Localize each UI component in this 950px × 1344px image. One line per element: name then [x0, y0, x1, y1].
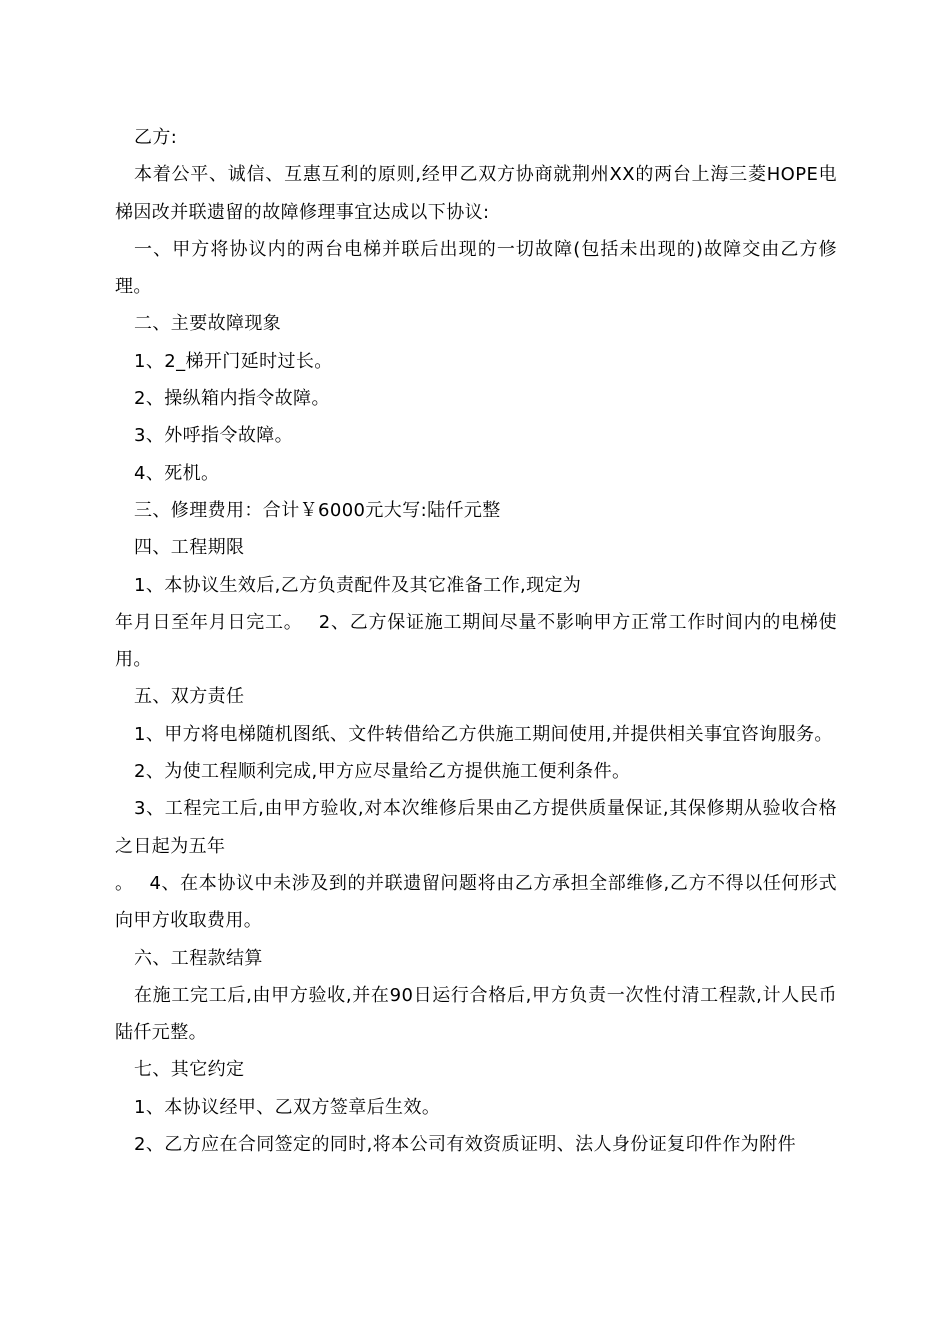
paragraph-settlement: 在施工完工后,由甲方验收,并在90日运行合格后,甲方负责一次性付清工程款,计人民币陆仟元整。 [115, 984, 837, 1044]
list-item-responsibility-1: 1、甲方将电梯随机图纸、文件转借给乙方供施工期间使用,并提供相关事宜咨询服务。 [134, 723, 833, 745]
list-item-responsibility-4: 。 4、在本协议中未涉及到的并联遗留问题将由乙方承担全部维修,乙方不得以任何形式向甲方收取费用。 [115, 872, 837, 932]
list-item-other-1: 1、本协议经甲、乙双方签章后生效。 [134, 1096, 441, 1118]
list-item-fault-2: 2、操纵箱内指令故障。 [134, 388, 330, 410]
heading-project-period: 四、工程期限 [134, 537, 245, 559]
heading-settlement: 六、工程款结算 [134, 947, 263, 969]
heading-main-faults: 二、主要故障现象 [134, 313, 282, 335]
list-item-period-2: 年月日至年月日完工。 2、乙方保证施工期间尽量不影响甲方正常工作时间内的电梯使用。 [115, 611, 837, 671]
document-body [115, 119, 837, 1163]
heading-other-terms: 七、其它约定 [134, 1059, 245, 1081]
paragraph-repair-cost: 三、修理费用：合计￥6000元大写:陆仟元整 [134, 499, 501, 521]
list-item-fault-4: 4、死机。 [134, 462, 220, 484]
list-item-responsibility-3: 3、工程完工后,由甲方验收,对本次维修后果由乙方提供质量保证,其保修期从验收合格之日起为五年 [115, 798, 837, 857]
paragraph-preamble: 本着公平、诚信、互惠互利的原则,经甲乙双方协商就荆州XX的两台上海三菱HOPE电梯因改并联遗留的故障修理事宜达成以下协议: [115, 164, 837, 223]
list-item-fault-3: 3、外呼指令故障。 [134, 425, 294, 447]
list-item-other-2: 2、乙方应在合同签定的同时,将本公司有效资质证明、法人身份证复印件作为附件 [134, 1134, 796, 1156]
paragraph-party-b: 乙方: [134, 127, 178, 148]
list-item-period-1: 1、本协议生效后,乙方负责配件及其它准备工作,现定为 [134, 574, 582, 596]
paragraph-clause-1: 一、甲方将协议内的两台电梯并联后出现的一切故障(包括未出现的)故障交由乙方修理。 [115, 238, 837, 298]
heading-responsibilities: 五、双方责任 [134, 686, 245, 708]
list-item-fault-1: 1、2_梯开门延时过长。 [134, 350, 333, 372]
list-item-responsibility-2: 2、为使工程顺利完成,甲方应尽量给乙方提供施工便利条件。 [134, 761, 631, 783]
